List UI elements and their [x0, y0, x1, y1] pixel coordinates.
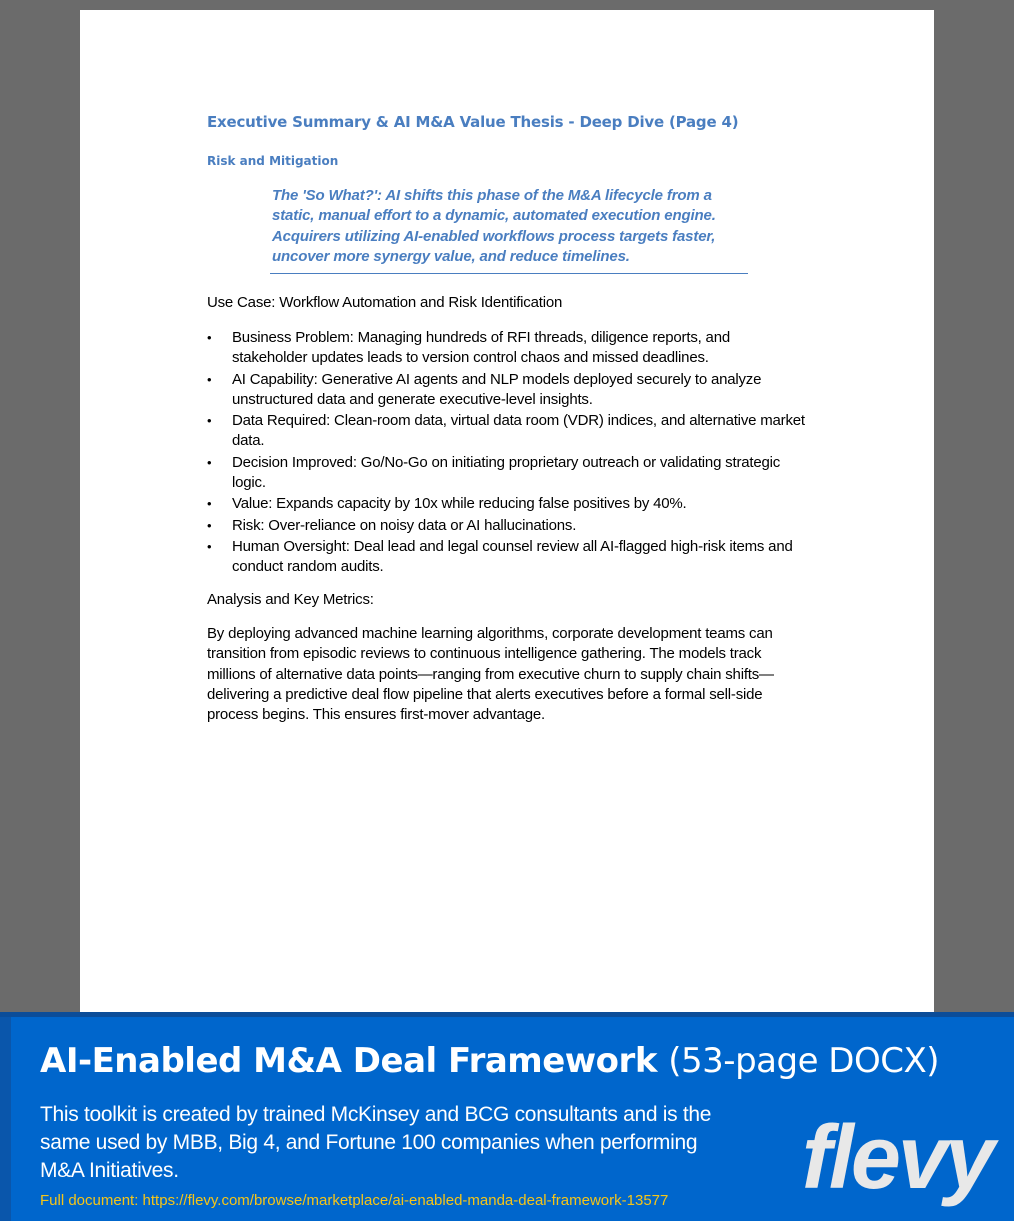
bullet-icon: • [207, 496, 212, 512]
banner-edge-stripe [0, 1017, 11, 1221]
list-item-text: Risk: Over-reliance on noisy data or AI hallucinations. [232, 516, 577, 534]
use-case-heading: Use Case: Workflow Automation and Risk Identification [207, 294, 563, 311]
list-item-text: Value: Expands capacity by 10x while reducing false positives by 40%. [232, 495, 687, 513]
flevy-logo: flevy [801, 1108, 992, 1208]
bullet-icon: • [207, 371, 212, 387]
list-item-text: AI Capability: Generative AI agents and NLP models deployed securely to analyze unstructured data and generate executive-level insights. [232, 370, 762, 408]
list-item [207, 370, 807, 411]
promo-banner [0, 1012, 1014, 1221]
analysis-heading: Analysis and Key Metrics: [207, 591, 374, 608]
banner-title-main: AI-Enabled M&A Deal Framework [40, 1041, 657, 1081]
document-title: Executive Summary & AI M&A Value Thesis - Deep Dive (Page 4) [207, 113, 739, 131]
list-item-text: Business Problem: Managing hundreds of RFI threads, diligence reports, and stakeholder updates leads to version control chaos and missed deadlines. [232, 329, 730, 367]
list-item [207, 516, 807, 536]
bullet-icon: • [207, 454, 212, 470]
list-item-text: Data Required: Clean-room data, virtual data room (VDR) indices, and alternative market data. [232, 412, 805, 450]
list-item [207, 411, 807, 452]
bullet-icon: • [207, 413, 212, 429]
bullet-icon: • [207, 517, 212, 533]
banner-title-format: (53-page DOCX) [668, 1041, 940, 1081]
list-item-text: Human Oversight: Deal lead and legal counsel review all AI-flagged high-risk items and conduct random audits. [232, 537, 793, 576]
bullet-icon: • [207, 538, 212, 554]
list-item [207, 494, 807, 514]
banner-description: This toolkit is created by trained McKinsey and BCG consultants and is the same used by MBB, Big 4, and Fortune 100 companies when performing M&A Initiatives. [40, 1103, 712, 1182]
list-item [207, 537, 807, 578]
section-heading: Risk and Mitigation [207, 154, 339, 168]
callout-text: The 'So What?': AI shifts this phase of the M&A lifecycle from a static, manual effort to a dynamic, automated execution engine. Acquirers utilizing AI-enabled workflows process targets faster, uncover more synergy value, and reduce timelines. [272, 187, 716, 265]
document-page [80, 10, 934, 1012]
list-item [207, 328, 807, 369]
full-document-link[interactable]: Full document: https://flevy.com/browse/marketplace/ai-enabled-manda-deal-framework-13577 [40, 1192, 669, 1209]
banner-title [40, 1041, 939, 1081]
analysis-paragraph: By deploying advanced machine learning algorithms, corporate development teams can transition from episodic reviews to continuous intelligence gathering. The models track millions of alternative data points—ranging from executive churn to supply chain shifts—delivering a predictive deal flow pipeline that alerts executives before a formal sell-side process begins. This ensures first-mover advantage. [207, 625, 774, 724]
bullet-list [207, 328, 807, 579]
so-what-callout [270, 186, 748, 274]
bullet-icon: • [207, 330, 212, 345]
list-item-text: Decision Improved: Go/No-Go on initiating proprietary outreach or validating strategic logic. [232, 453, 781, 492]
list-item [207, 453, 807, 494]
